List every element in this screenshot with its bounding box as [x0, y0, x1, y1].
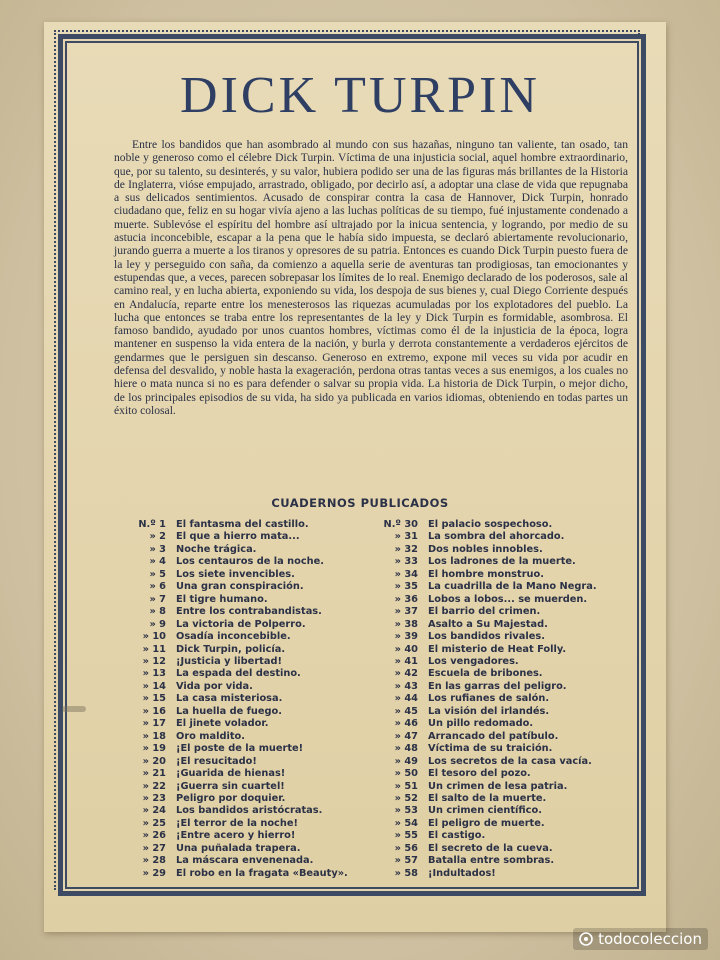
issue-number: » 24	[142, 805, 166, 817]
issue-title: Escuela de bribones.	[428, 668, 543, 680]
issue-row	[126, 693, 376, 705]
issue-title: Víctima de su traición.	[428, 743, 553, 755]
issue-row	[378, 706, 628, 718]
issue-row	[126, 656, 376, 668]
issue-title: ¡El terror de la noche!	[176, 817, 298, 829]
issue-number: » 7	[149, 593, 166, 605]
issue-title: Los centauros de la noche.	[176, 556, 325, 568]
issue-number: » 37	[394, 606, 418, 618]
issue-row	[126, 569, 376, 581]
issue-row	[126, 843, 376, 855]
issue-list-left	[126, 519, 376, 880]
issue-number: » 11	[142, 643, 166, 655]
issue-title: La cuadrilla de la Mano Negra.	[428, 581, 597, 593]
issue-title: La espada del destino.	[176, 668, 301, 680]
issue-row	[378, 656, 628, 668]
issue-title: La visión del irlandés.	[428, 705, 550, 717]
issue-number: » 52	[394, 792, 418, 804]
issue-number: » 43	[394, 680, 418, 692]
issue-title: ¡El resucitado!	[176, 755, 257, 767]
issue-row	[126, 706, 376, 718]
issue-title: El tigre humano.	[176, 593, 268, 605]
issue-number: » 48	[394, 743, 418, 755]
issue-row	[126, 868, 376, 880]
issue-number: » 53	[394, 805, 418, 817]
issue-row	[126, 619, 376, 631]
issue-title: Los bandidos aristócratas.	[176, 805, 323, 817]
issue-title: El barrio del crimen.	[428, 606, 541, 618]
issue-row	[126, 531, 376, 543]
issue-title: Un crimen de lesa patria.	[428, 780, 568, 792]
issue-row	[126, 743, 376, 755]
issue-title: La sombra del ahorcado.	[428, 531, 565, 543]
issue-number: » 17	[142, 718, 166, 730]
issue-title: La máscara envenenada.	[176, 855, 314, 867]
issue-number: N.º 1	[138, 519, 166, 530]
issue-title: Los rufianes de salón.	[428, 693, 550, 705]
issue-row	[378, 793, 628, 805]
issue-title: El tesoro del pozo.	[428, 768, 531, 780]
issue-row	[126, 756, 376, 768]
issue-title: ¡Guerra sin cuartel!	[176, 780, 285, 792]
issue-row	[126, 731, 376, 743]
issue-row	[378, 619, 628, 631]
issue-number: » 6	[149, 581, 166, 593]
issue-title: El misterio de Heat Folly.	[428, 643, 567, 655]
issue-title: Un pillo redomado.	[428, 718, 534, 730]
issue-title: Oro maldito.	[176, 730, 245, 742]
issue-number: » 32	[394, 543, 418, 555]
issue-row	[378, 606, 628, 618]
issue-row	[378, 731, 628, 743]
issue-title: La casa misteriosa.	[176, 693, 283, 705]
issue-title: Peligro por doquier.	[176, 792, 286, 804]
issue-title: Los siete invencibles.	[176, 568, 295, 580]
issue-row	[126, 793, 376, 805]
issue-number: » 14	[142, 680, 166, 692]
issue-title: Arrancado del patíbulo.	[428, 730, 559, 742]
issue-number: » 22	[142, 780, 166, 792]
issue-title: En las garras del peligro.	[428, 680, 567, 692]
issue-title: El que a hierro mata...	[176, 531, 300, 543]
issue-row	[378, 718, 628, 730]
issue-row	[378, 781, 628, 793]
issue-row	[378, 668, 628, 680]
issue-row	[378, 868, 628, 880]
watermark-text: todocoleccion	[598, 930, 702, 948]
intro-paragraph: Entre los bandidos que han asombrado al mundo con sus hazañas, ninguno tan valiente, tan osado, tan noble y generoso como el célebre Dick Turpin. Víctima de una injusticia social, aquel hombre extraordinario, que, por su talento, su desinterés, y su valor, hubiera podido ser una de las figuras más brillantes de la Historia de Inglaterra, vióse empujado, arrastrado, obligado, por decirlo así, a adoptar una clase de vida que repugnaba a sus delicados sentimientos. Acusado de conspirar contra la casa de Hannover, Dick Turpin, honrado ciudadano que, feliz en su hogar vivía ajeno a las luchas políticas de su tiempo, fué injustamente condenado a muerte. Sublevóse el espíritu del hombre así ultrajado por la inicua sentencia, y logrando, por medio de su astucia inconcebible, escapar a la pena que le había sido impuesta, se declaró abiertamente revolucionario, jurando guerra a muerte a los tiranos y opresores de su patria. Entonces es cuando Dick Turpin puesto fuera de la ley y perseguido con saña, da comienzo a aquella serie de aventuras tan prodigiosas, tan emocionantes y estupendas que, a veces, parecen sobrepasar los límites de lo real. Enemigo declarado de los poderosos, sale al camino real, y en lucha abierta, exponiendo su vida, los despoja de sus bienes y, cual Diego Corriente después en Andalucía, reparte entre los menesterosos las riquezas acumuladas por los explotadores del pueblo. La lucha que entonces se traba entre los representantes de la ley y Dick Turpin es formidable, asombrosa. El famoso bandido, ayudado por unos cuantos hombres, víctimas como él de la injusticia de la época, logra mantener en suspenso la vida entera de la nación, y burla y derrota constantemente a verdaderos ejércitos de gendarmes que le persiguen sin descanso. Generoso en extremo, expone mil veces su vida por acudir en defensa del desvalido, y noble hasta la exageración, perdona otras tantas veces a sus enemigos, a los cuales no hiere o mata nunca si no es para defender o salvar su propia vida. La historia de Dick Turpin, o mejor dicho, de los principales episodios de su vida, ha sido ya publicada en varios idiomas, obteniendo en todas partes un éxito colosal.	[114, 138, 628, 417]
issue-list-right	[378, 519, 628, 880]
issue-number: » 15	[142, 693, 166, 705]
issue-row	[378, 681, 628, 693]
issue-row	[126, 606, 376, 618]
issue-row	[126, 830, 376, 842]
watermark	[573, 928, 708, 950]
issue-title: ¡Indultados!	[428, 867, 496, 879]
issue-number: » 13	[142, 668, 166, 680]
issue-title: Vida por vida.	[176, 680, 253, 692]
issue-row	[126, 805, 376, 817]
issue-title: Noche trágica.	[176, 543, 257, 555]
issue-title: La victoria de Polperro.	[176, 618, 306, 630]
issue-number: » 55	[394, 830, 418, 842]
issue-title: Osadía inconcebible.	[176, 631, 291, 643]
issue-number: » 40	[394, 643, 418, 655]
issue-title: Los bandidos rivales.	[428, 631, 545, 643]
issue-title: El salto de la muerte.	[428, 792, 547, 804]
issue-number: » 25	[142, 817, 166, 829]
issue-title: El castigo.	[428, 830, 486, 842]
issue-number: » 27	[142, 842, 166, 854]
issue-number: » 28	[142, 855, 166, 867]
issue-title: Los secretos de la casa vacía.	[428, 755, 592, 767]
issue-row	[126, 781, 376, 793]
issue-title: Los vengadores.	[428, 655, 519, 667]
issue-title: El robo en la fragata «Beauty».	[176, 867, 348, 879]
issue-row	[378, 843, 628, 855]
issue-number: » 31	[394, 531, 418, 543]
published-issues-heading: CUADERNOS PUBLICADOS	[271, 496, 449, 510]
issue-number: » 54	[394, 817, 418, 829]
issue-title: El peligro de muerte.	[428, 817, 545, 829]
issue-title: Dos nobles innobles.	[428, 543, 543, 555]
issue-title: ¡Entre acero y hierro!	[176, 830, 296, 842]
issue-row	[378, 830, 628, 842]
issue-row	[126, 855, 376, 867]
issue-row	[378, 519, 628, 531]
watermark-logo-icon	[579, 932, 593, 946]
issue-row	[378, 855, 628, 867]
issue-number: » 8	[149, 606, 166, 618]
issue-title: El jinete volador.	[176, 718, 269, 730]
issue-title: Lobos a lobos... se muerden.	[428, 593, 588, 605]
issue-number: » 19	[142, 743, 166, 755]
issue-title: Una puñalada trapera.	[176, 842, 301, 854]
issue-number: » 29	[142, 867, 166, 879]
issue-title: Una gran conspiración.	[176, 581, 304, 593]
issue-number: » 34	[394, 568, 418, 580]
issue-number: » 21	[142, 768, 166, 780]
issue-number: » 20	[142, 755, 166, 767]
issue-row	[378, 531, 628, 543]
issue-row	[126, 544, 376, 556]
issue-number: » 51	[394, 780, 418, 792]
issue-number: » 42	[394, 668, 418, 680]
issue-title: El secreto de la cueva.	[428, 842, 553, 854]
issue-row	[126, 581, 376, 593]
issue-title: El hombre monstruo.	[428, 568, 544, 580]
issue-title: Un crimen científico.	[428, 805, 542, 817]
issue-number: » 57	[394, 855, 418, 867]
issue-number: » 41	[394, 655, 418, 667]
issue-title: Asalto a Su Majestad.	[428, 618, 548, 630]
issue-number: » 26	[142, 830, 166, 842]
issue-number: » 18	[142, 730, 166, 742]
issue-row	[126, 768, 376, 780]
issue-row	[378, 556, 628, 568]
issue-number: » 49	[394, 755, 418, 767]
issue-number: » 12	[142, 655, 166, 667]
issue-row	[126, 718, 376, 730]
issue-row	[126, 594, 376, 606]
issue-title: Dick Turpin, policía.	[176, 643, 286, 655]
issue-title: Batalla entre sombras.	[428, 855, 555, 867]
issue-row	[378, 743, 628, 755]
issue-title: Los ladrones de la muerte.	[428, 556, 576, 568]
issue-row	[378, 818, 628, 830]
issue-row	[126, 631, 376, 643]
issue-row	[378, 569, 628, 581]
issue-row	[378, 768, 628, 780]
paper-smudge	[62, 706, 86, 712]
issue-number: » 56	[394, 842, 418, 854]
issue-row	[126, 556, 376, 568]
book-title: DICK TURPIN	[180, 67, 540, 124]
issue-number: » 47	[394, 730, 418, 742]
issue-number: » 16	[142, 705, 166, 717]
issue-row	[378, 693, 628, 705]
issue-number: » 3	[149, 543, 166, 555]
issue-number: » 10	[142, 631, 166, 643]
issue-number: » 44	[394, 693, 418, 705]
issue-number: » 36	[394, 593, 418, 605]
issue-number: » 50	[394, 768, 418, 780]
issue-number: » 46	[394, 718, 418, 730]
issue-row	[126, 644, 376, 656]
issue-row	[378, 756, 628, 768]
issue-number: » 33	[394, 556, 418, 568]
issue-row	[126, 668, 376, 680]
issue-row	[126, 681, 376, 693]
issue-number: » 23	[142, 792, 166, 804]
issue-title: ¡Justicia y libertad!	[176, 655, 282, 667]
issue-row	[378, 581, 628, 593]
issue-row	[378, 644, 628, 656]
issue-title: ¡El poste de la muerte!	[176, 743, 304, 755]
issue-number: » 5	[149, 568, 166, 580]
issue-number: » 35	[394, 581, 418, 593]
issue-row	[126, 519, 376, 531]
issue-row	[378, 594, 628, 606]
issue-title: La huella de fuego.	[176, 705, 283, 717]
issue-title: El fantasma del castillo.	[176, 519, 309, 530]
issue-number: » 2	[149, 531, 166, 543]
issue-number: » 45	[394, 705, 418, 717]
issue-number: » 9	[149, 618, 166, 630]
issue-row	[126, 818, 376, 830]
issue-row	[378, 544, 628, 556]
issue-number: » 39	[394, 631, 418, 643]
issue-row	[378, 631, 628, 643]
issue-title: El palacio sospechoso.	[428, 519, 553, 530]
issue-number: » 4	[149, 556, 166, 568]
issue-title: Entre los contrabandistas.	[176, 606, 322, 618]
issue-number: » 38	[394, 618, 418, 630]
issue-number: N.º 30	[383, 519, 418, 530]
issue-row	[378, 805, 628, 817]
issue-title: ¡Guarida de hienas!	[176, 768, 286, 780]
issue-number: » 58	[394, 867, 418, 879]
